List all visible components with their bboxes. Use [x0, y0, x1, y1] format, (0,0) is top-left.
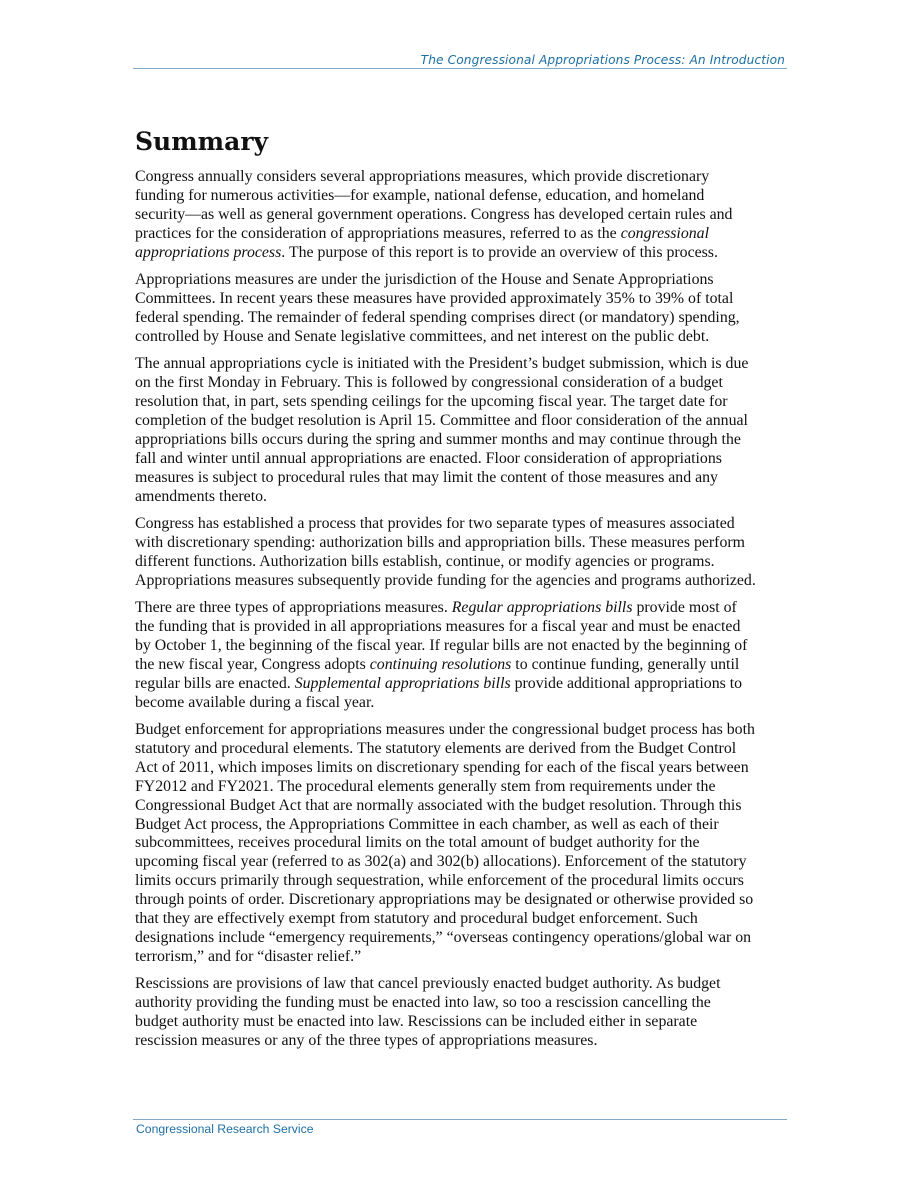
footer-divider [133, 1119, 787, 1120]
text-line: that they are effectively exempt from statutory and procedural budget enforcement. Such [135, 910, 698, 928]
text-line: with discretionary spending: authorization bills and appropriation bills. These measures perform [135, 533, 745, 551]
text-line: designations include “emergency requirements,” “overseas contingency operations/global war on [135, 928, 752, 946]
text-line: measures is subject to procedural rules that may limit the content of those measures and any [135, 468, 718, 486]
text-segment: regular bills are enacted. [135, 674, 295, 692]
text-line: budget authority must be enacted into law. Rescissions can be included either in separate [135, 1013, 698, 1031]
italic-term: appropriations process [135, 243, 282, 261]
text-line: Act of 2011, which imposes limits on discretionary spending for each of the fiscal years between [135, 758, 749, 776]
text-line [135, 675, 789, 694]
text-line: Appropriations measures are under the jurisdiction of the House and Senate Appropriations [135, 271, 714, 289]
paragraph-6 [135, 721, 789, 967]
header-divider [133, 68, 787, 69]
text-line: terrorism,” and for “disaster relief.” [135, 947, 362, 965]
text-line: Rescissions are provisions of law that cancel previously enacted budget authority. As budget [135, 975, 721, 993]
text-line: security—as well as general government operations. Congress has developed certain rules and [135, 205, 733, 223]
text-line: become available during a fiscal year. [135, 693, 375, 711]
text-line: Budget Act process, the Appropriations Committee in each chamber, as well as each of their [135, 815, 719, 833]
paragraph-7 [135, 975, 789, 1051]
text-line: amendments thereto. [135, 487, 267, 505]
text-line: Budget enforcement for appropriations measures under the congressional budget process has both [135, 720, 755, 738]
text-line [135, 599, 789, 618]
text-segment: the new fiscal year, Congress adopts [135, 655, 370, 673]
text-line: federal spending. The remainder of federal spending comprises direct (or mandatory) spending, [135, 308, 740, 326]
text-line: appropriations bills occurs during the spring and summer months and may continue through the [135, 430, 741, 448]
text-line: statutory and procedural elements. The statutory elements are derived from the Budget Control [135, 739, 737, 757]
paragraph-1 [135, 168, 789, 263]
text-line: fall and winter until annual appropriations are enacted. Floor consideration of appropriations [135, 449, 722, 467]
italic-term: congressional [620, 224, 709, 242]
text-line: Committees. In recent years these measures have provided approximately 35% to 39% of total [135, 289, 734, 307]
paragraph-4 [135, 515, 789, 591]
text-line: completion of the budget resolution is April 15. Committee and floor consideration of the annual [135, 411, 748, 429]
text-line: subcommittees, receives procedural limits on the total amount of budget authority for the [135, 834, 700, 852]
text-line: funding for numerous activities—for example, national defense, education, and homeland [135, 186, 705, 204]
text-line: Appropriations measures subsequently provide funding for the agencies and programs authorized. [135, 571, 756, 589]
text-line: upcoming fiscal year (referred to as 302(a) and 302(b) allocations). Enforcement of the statutory [135, 853, 747, 871]
paragraph-5 [135, 599, 789, 712]
text-line: rescission measures or any of the three types of appropriations measures. [135, 1031, 598, 1049]
footer-source: Congressional Research Service [136, 1122, 314, 1136]
text-line: Congressional Budget Act that are normally associated with the budget resolution. Through this [135, 796, 742, 814]
italic-term: continuing resolutions [369, 655, 512, 673]
text-line: the funding that is provided in all appropriations measures for a fiscal year and must be enacted [135, 617, 741, 635]
text-line: The annual appropriations cycle is initiated with the President’s budget submission, which is due [135, 355, 749, 373]
text-line: resolution that, in part, sets spending ceilings for the upcoming fiscal year. The target date for [135, 392, 728, 410]
text-line: Congress has established a process that provides for two separate types of measures associated [135, 514, 735, 532]
text-segment: practices for the consideration of appropriations measures, referred to as the [135, 224, 621, 242]
text-line: on the first Monday in February. This is followed by congressional consideration of a budget [135, 374, 723, 392]
text-line: FY2012 and FY2021. The procedural elements generally stem from requirements under the [135, 777, 716, 795]
text-line [135, 225, 789, 244]
text-line: authority providing the funding must be enacted into law, so too a rescission cancelling the [135, 994, 711, 1012]
paragraph-2 [135, 271, 789, 347]
text-line: Congress annually considers several appropriations measures, which provide discretionary [135, 168, 710, 185]
text-segment: provide most of [632, 599, 737, 617]
text-segment: provide additional appropriations to [510, 674, 743, 692]
italic-term: Regular appropriations bills [451, 599, 633, 617]
running-header-title: The Congressional Appropriations Process: An Introduction [420, 53, 785, 67]
text-line: different functions. Authorization bills establish, continue, or modify agencies or programs. [135, 552, 715, 570]
text-line [135, 656, 789, 675]
summary-body [135, 168, 789, 1059]
text-line: limits occurs primarily through sequestration, while enforcement of the procedural limits occurs [135, 872, 744, 890]
text-segment: There are three types of appropriations measures. [135, 599, 452, 617]
text-line: through points of order. Discretionary appropriations may be designated or otherwise provided so [135, 891, 754, 909]
text-segment: to continue funding, generally until [511, 655, 740, 673]
text-line: by October 1, the beginning of the fiscal year. If regular bills are not enacted by the beginning of [135, 636, 748, 654]
text-segment: . The purpose of this report is to provide an overview of this process. [281, 243, 718, 261]
paragraph-3 [135, 355, 789, 506]
text-line: controlled by House and Senate legislative committees, and net interest on the public debt. [135, 327, 710, 345]
section-heading: Summary [135, 127, 269, 156]
italic-term: Supplemental appropriations bills [294, 674, 511, 692]
text-line [135, 244, 789, 263]
